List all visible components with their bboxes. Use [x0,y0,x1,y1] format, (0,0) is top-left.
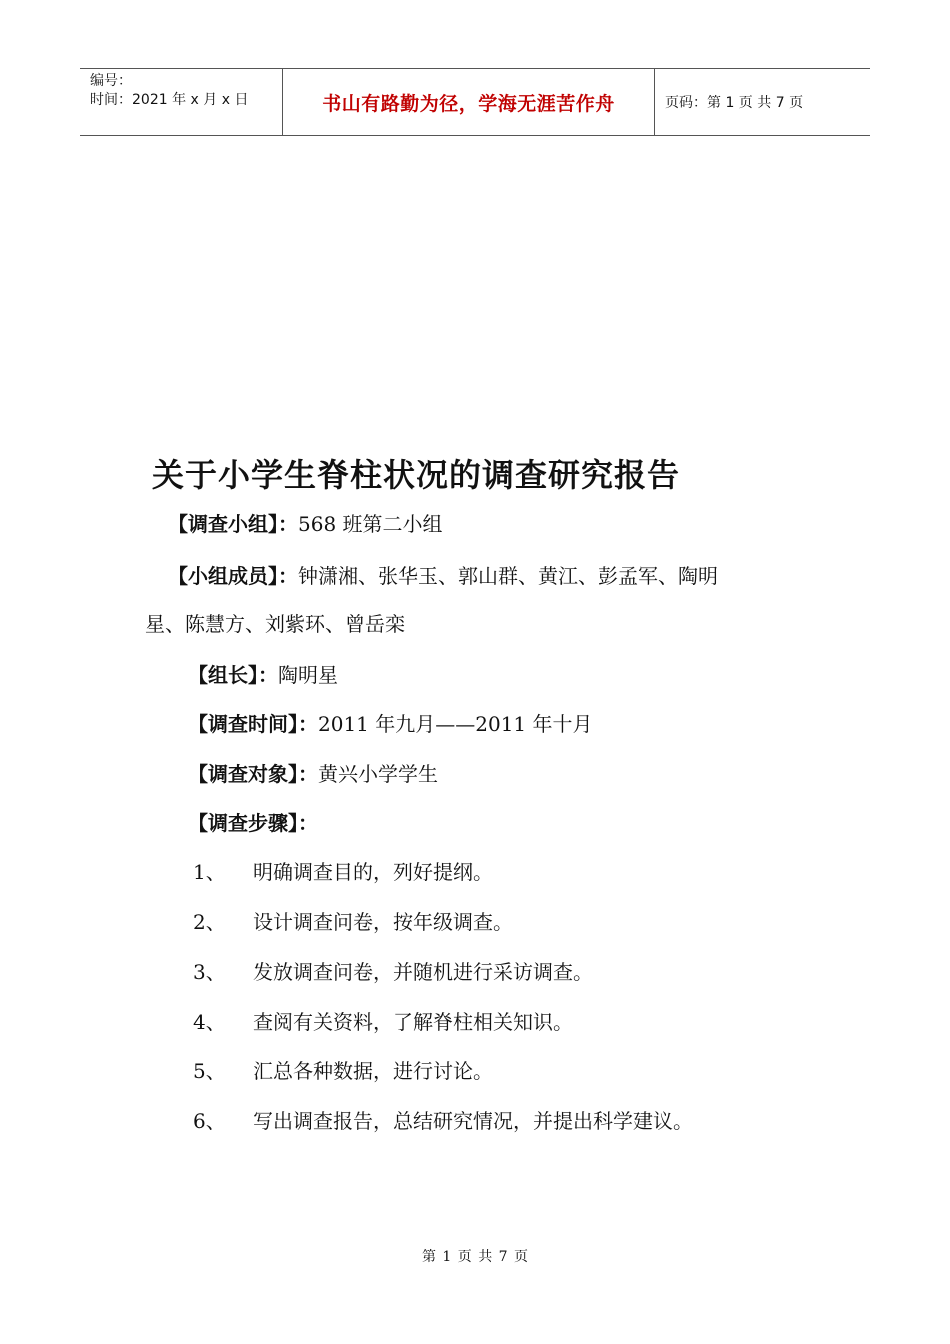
time-label: 【调查时间】： [188,712,318,736]
step-text: 写出调查报告，总结研究情况，并提出科学建议。 [253,1109,693,1133]
header-motto-cell [282,69,655,135]
members-label: 【小组成员】： [168,564,298,588]
step-number: 4、 [193,1010,226,1034]
number-label: 编号： [90,73,132,89]
page-header [80,68,870,136]
step-text: 发放调查问卷，并随机进行采访调查。 [253,960,593,984]
step-text: 明确调查目的，列好提纲。 [253,860,493,884]
step-text: 查阅有关资料，了解脊柱相关知识。 [253,1010,573,1034]
page-info: 页码：第 1 页 共 7 页 [665,95,804,111]
leader-line [188,659,338,688]
page-footer: 第 1 页 共 7 页 [421,1249,529,1265]
step-text: 汇总各种数据，进行讨论。 [253,1059,493,1083]
header-page-info [655,69,870,135]
time-value: 2011 年九月——2011 年十月 [318,712,593,736]
step-number: 3、 [193,960,226,984]
subject-value: 黄兴小学学生 [318,762,438,786]
steps-heading [188,807,318,836]
group-label: 【调查小组】： [168,512,298,536]
leader-value: 陶明星 [278,663,338,687]
time-line [188,708,593,737]
step-number: 2、 [193,910,226,934]
motto: 书山有路勤为径，学海无涯苦作舟 [322,92,615,115]
steps-label: 【调查步骤】： [188,811,318,835]
step-number: 6、 [193,1109,226,1133]
step-text: 设计调查问卷，按年级调查。 [253,910,513,934]
date-label: 时间：2021 年 x 月 x 日 [90,92,249,108]
members-line-2 [145,608,405,637]
members-line [168,560,718,589]
header-meta [80,69,282,135]
group-line [168,508,443,537]
subject-label: 【调查对象】： [188,762,318,786]
leader-label: 【组长】： [188,663,278,687]
members-value-2: 星、陈慧方、刘紫环、曾岳栾 [145,612,405,636]
document-title: 关于小学生脊柱状况的调查研究报告 [152,456,681,494]
step-number: 1、 [193,860,226,884]
step-number: 5、 [193,1059,226,1083]
group-value: 568 班第二小组 [298,512,443,536]
subject-line [188,758,438,787]
members-value-1: 钟潇湘、张华玉、郭山群、黄江、彭孟军、陶明 [298,564,718,588]
